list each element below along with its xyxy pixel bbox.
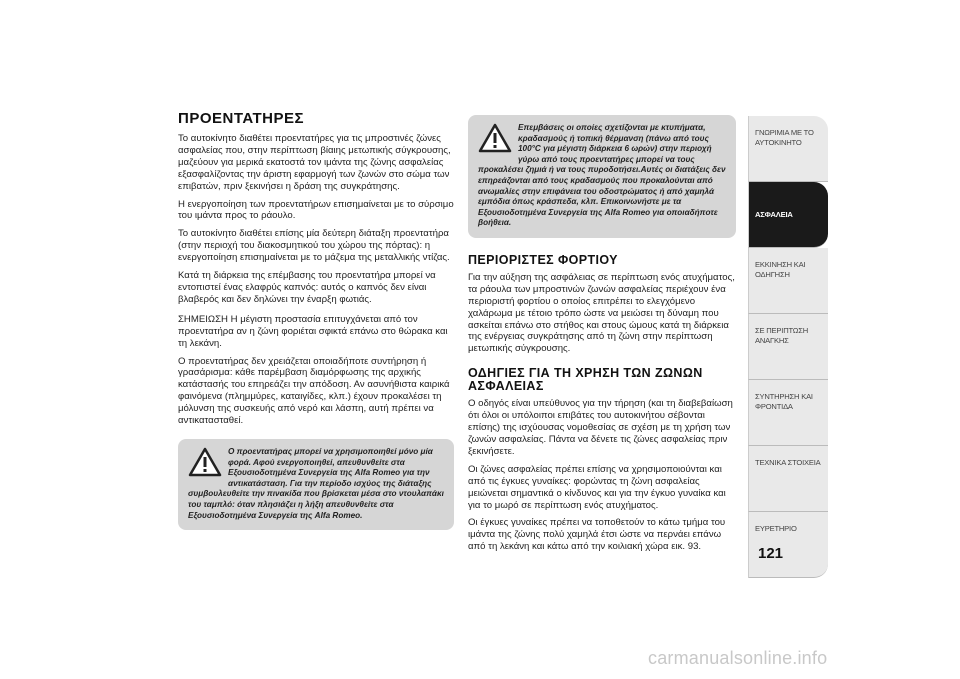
tab-getting-to-know[interactable] [748,116,828,182]
left-column [178,110,454,530]
warning-icon [188,447,222,477]
tab-technical-data[interactable] [748,446,828,512]
paragraph: Η ενεργοποίηση των προεντατήρων επισημαίνεται με το σύρσιμο του ιμάντα προς το ράουλο. [178,198,454,222]
right-column [468,115,736,559]
tab-safety[interactable] [748,182,828,248]
tab-label: ΣΥΝΤΗΡΗΣΗ ΚΑΙ ΦΡΟΝΤΙΔΑ [755,392,813,411]
tab-label: ΓΝΩΡΙΜΙΑ ΜΕ ΤΟ ΑΥΤΟΚΙΝΗΤΟ [755,128,814,147]
paragraph: Ο οδηγός είναι υπεύθυνος για την τήρηση (και τη διαβεβαίωση ότι όλοι οι υπόλοιποι επιβάτες του αυτοκινήτου σέβονται επίσης) της ισχύουσας νομοθεσίας σε σχέση με τη χρήση των ζωνών ασφαλείας. Πάντα να δένετε τις ζώνες ασφαλείας πριν ξεκινήσετε. [468,398,733,457]
section-title-seatbelt-guide: ΟΔΗΓΙΕΣ ΓΙΑ ΤΗ ΧΡΗΣΗ ΤΩΝ ΖΩΝΩΝ ΑΣΦΑΛΕΙΑΣ [468,366,703,394]
page-number: 121 [758,545,784,562]
paragraph: Το αυτοκίνητο διαθέτει επίσης μία δεύτερη διάταξη προεντατήρα (στην περιοχή του διακοσμητικού του χώρου της πόρτας): η ενεργοποίηση επισημαίνεται με το μάζεμα της μεταλλικής ντίζας. [178,228,450,264]
tab-label: ΤΕΧΝΙΚΑ ΣΤΟΙΧΕΙΑ [755,458,821,467]
warning-text: Ο προεντατήρας μπορεί να χρησιμοποιηθεί μόνο μία φορά. Αφού ενεργοποιηθεί, απευθυνθείτε στα Εξουσιοδοτημένα Συνεργεία της Alfa Romeo για την αντικατάσταση. Για την περίοδο ισχύος της διάταξης συμβουλευθείτε την πινακίδα που βρίσκεται μέσα στο ντουλαπάκι του ταμπλό: όταν πλησιάζει η λήξη απευθυνθείτε στα Εξουσιοδοτημένα Συνεργεία της Alfa Romeo. [188,446,444,520]
paragraph: Οι έγκυες γυναίκες πρέπει να τοποθετούν το κάτω τμήμα του ιμάντα της ζώνης πολύ χαμηλά έτσι ώστε να περνάει επάνω από τη λεκάνη και κάτω από την κοιλιακή χώρα εικ. 93. [468,517,726,553]
warning-box [178,439,454,530]
paragraph: Για την αύξηση της ασφάλειας σε περίπτωση ενός ατυχήματος, τα ράουλα των μπροστινών ζωνών ασφαλείας περιέχουν ένα περιοριστή φορτίου ο οποίος επιτρέπει το ελεγχόμενο χαλάρωμα με τέτοιο τρόπο ώστε να μειώσει τη δύναμη που ασκείται επάνω στο στήθος και στους ώμους κατά τη διάρκεια της ενέργειας συγκράτησης από τη ζώνη στην περίπτωση μετωπικής σύγκρουσης. [468,271,735,355]
paragraph: Κατά τη διάρκεια της επέμβασης του προεντατήρα μπορεί να εντοπιστεί ένας ελαφρύς καπνός: αυτός ο καπνός δεν είναι βλαβερός και δεν δηλώνει την έναρξη φωτιάς. [178,270,436,305]
chapter-tabs [748,116,830,578]
tab-emergency[interactable] [748,314,828,380]
paragraph: Ο προεντατήρας δεν χρειάζεται οποιαδήποτε συντήρηση ή γρασάρισμα: κάθε παρέμβαση διαμόρφωσης της αρχικής κατάστασής του επηρεάζει την απόδοση. Αν ασυνήθιστα καιρικά φαινόμενα (πλημμύρες, καταιγίδες, κλπ.) έχουν προκαλέσει τη μόλυνση της συσκευής από νερό και λάσπη, αυτή πρέπει να αντικατασταθεί. [178,355,450,427]
tab-maintenance[interactable] [748,380,828,446]
tab-starting-driving[interactable] [748,248,828,314]
section-title-load-limiters: ΠΕΡΙΟΡΙΣΤΕΣ ΦΟΡΤΙΟΥ [468,252,618,267]
warning-box [468,115,736,238]
watermark: carmanualsonline.info [648,648,828,668]
warning-icon [478,123,512,153]
tab-label: ΕΥΡΕΤΗΡΙΟ [755,524,797,533]
paragraph: Οι ζώνες ασφαλείας πρέπει επίσης να χρησιμοποιούνται και από τις έγκυες γυναίκες: φορώντας τη ζώνη ασφαλείας μειώνεται σημαντικά ο κίνδυνος και για την έγκυο γυναίκα και για το μωρό σε περίπτωση ενός ατυχήματος. [468,463,726,511]
paragraph: Το αυτοκίνητο διαθέτει προεντατήρες για τις μπροστινές ζώνες ασφαλείας που, στην περίπτωση βίαιης μετωπικής σύγκρουσης, μαζεύουν για μερικά εκατοστά τον ιμάντα της ζώνης ασφαλείας εξασφαλίζοντας την άριστη εφαρμογή των ζωνών στο σώμα των επιβατών, πριν ξεκινήσει η δράση της συγκράτησης. [178,133,451,192]
section-title-pretensioners: ΠΡΟΕΝΤΑΤΗΡΕΣ [178,110,304,127]
tab-label: ΕΚΚΙΝΗΣΗ ΚΑΙ ΟΔΗΓΗΣΗ [755,260,806,279]
note-paragraph: ΣΗΜΕΙΩΣΗ Η μέγιστη προστασία επιτυγχάνεται από τον προεντατήρα αν η ζώνη φοριέται σφικτά επάνω στο θώρακα και τη λεκάνη. [178,313,448,349]
tab-label: ΑΣΦΑΛΕΙΑ [755,210,793,219]
tab-label: ΣΕ ΠΕΡΙΠΤΩΣΗ ΑΝΑΓΚΗΣ [755,326,809,345]
warning-text: Επεμβάσεις οι οποίες σχετίζονται με κτυπήματα, κραδασμούς ή τοπική θέρμανση (πάνω από τους 100°C για μέγιστη διάρκεια 6 ωρών) στην περιοχή γύρω από τους προεντατήρες μπορεί να τους προκαλέσει ζημιά ή να τους πυροδοτήσει.Αυτές οι διατάξεις δεν επηρεάζονται από τους κραδασμούς που προκαλούνται από ανωμαλίες στην επιφάνεια του οδοστρώματος ή από χαμηλά εμπόδια όπως κράσπεδα, κλπ. Επικοινωνήστε με τα Εξουσιοδοτημένα Συνεργεία της Alfa Romeo για οποιαδήποτε βοήθεια. [478,123,726,228]
